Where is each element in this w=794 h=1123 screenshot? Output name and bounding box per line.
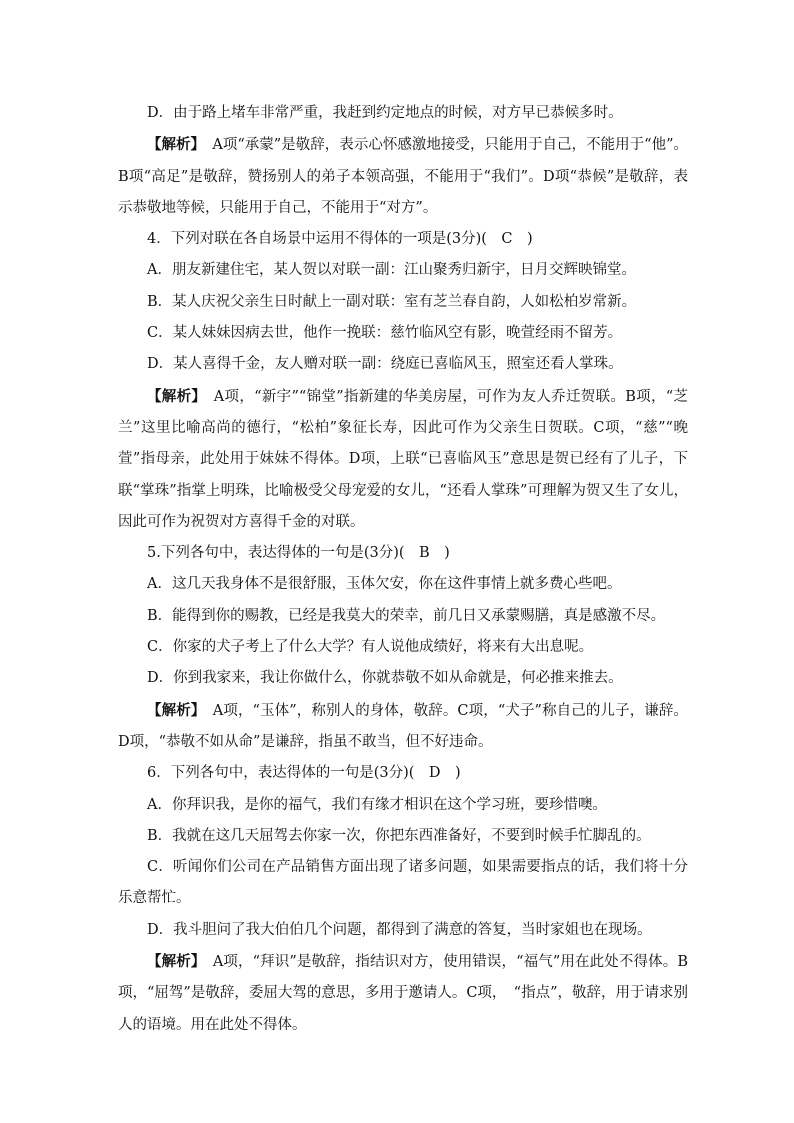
q6-option-b: B．我就在这几天屈驾去你家一次，你把东西准备好，不要到时候手忙脚乱的。 [147, 827, 651, 844]
q4-option-b: B．某人庆祝父亲生日时献上一副对联：室有芝兰春自韵，人如松柏岁常新。 [147, 293, 637, 310]
q3-option-d: D．由于路上堵车非常严重，我赶到约定地点的时候，对方早已恭候多时。 [147, 105, 623, 121]
q3-analysis: 【解析】 A项“承蒙”是敬辞，表示心怀感激地接受，只能用于自己，不能用于“他”。B项“高足”是敬辞，赞扬别人的弟子本领高强，不能用于“我们”。D项“恭候”是敬辞，表示恭敬地等候，只能用于自己，不能用于“对方”。 [118, 136, 689, 216]
q6-option-a: A．你拜识我，是你的福气，我们有缘才相识在这个学习班，要珍惜噢。 [147, 796, 607, 813]
q4-analysis: 【解析】 A项，“新宇”“锦堂”指新建的华美房屋，可作为友人乔迁贺联。B项，“芝兰”这里比喻高尚的德行，“松柏”象征长寿，因此可作为父亲生日贺联。C项，“慈”“晚萱”指母亲，此处用于妹妹不得体。D项，上联“已喜临风玉”意思是贺已经有了儿子，下联“掌珠”指掌上明珠，比喻极受父母宠爱的女儿，“还看人掌珠”可理解为贺又生了女儿，因此可作为祝贺对方喜得千金的对联。 [118, 387, 688, 530]
q4-option-a: A．朋友新建住宅，某人贺以对联一副：江山聚秀归新宇，日月交辉映锦堂。 [147, 262, 636, 279]
q5-stem: 5.下列各句中，表达得体的一句是(3分)( B ) [147, 545, 450, 562]
q5-analysis: 【解析】 A项，“玉体”，称别人的身体，敬辞。C项，“犬子”称自己的儿子，谦辞。D项，“恭敬不如从命”是谦辞，指虽不敢当，但不好违命。 [118, 701, 689, 750]
analysis-tag: 【解析】 [147, 387, 199, 405]
analysis-tag: 【解析】 [147, 701, 199, 719]
q4-option-c: C．某人妹妹因病去世，他作一挽联：慈竹临风空有影，晚萱经雨不留芳。 [147, 325, 623, 342]
q6-option-c: C．听闻你们公司在产品销售方面出现了诸多问题，如果需要指点的话，我们将十分乐意帮忙。 [118, 859, 688, 907]
q5-option-d: D．你到我家来，我让你做什么，你就恭敬不如从命就是，何必推来推去。 [147, 670, 623, 687]
q5-option-c: C．你家的犬子考上了什么大学？有人说他成绩好，将来有大出息呢。 [147, 639, 594, 656]
q5-option-a: A．这几天我身体不是很舒服，玉体欠安，你在这件事情上就多费心些吧。 [147, 576, 622, 593]
q5-option-b: B．能得到你的赐教，已经是我莫大的荣幸，前几日又承蒙赐膳，真是感激不尽。 [147, 607, 666, 624]
analysis-tag: 【解析】 [147, 953, 199, 971]
q6-option-d: D．我斗胆问了我大伯伯几个问题，都得到了满意的答复，当时家姐也在现场。 [147, 921, 652, 938]
q6-stem: 6．下列各句中，表达得体的一句是(3分)( D ) [147, 765, 461, 782]
q4-option-d: D．某人喜得千金，友人赠对联一副：绕庭已喜临风玉，照室还看人掌珠。 [147, 356, 623, 373]
q4-stem: 4．下列对联在各自场景中运用不得体的一项是(3分)( C ) [147, 231, 533, 248]
q6-analysis: 【解析】 A项，“拜识”是敬辞，指结识对方，使用错误，“福气”用在此处不得体。B项，“屈驾”是敬辞，委屈大驾的意思，多用于邀请人。C项， “指点”，敬辞，用于请求别人的语境。用在此处不得体。 [118, 953, 689, 1033]
document-page [118, 98, 688, 1041]
analysis-tag: 【解析】 [147, 136, 198, 154]
